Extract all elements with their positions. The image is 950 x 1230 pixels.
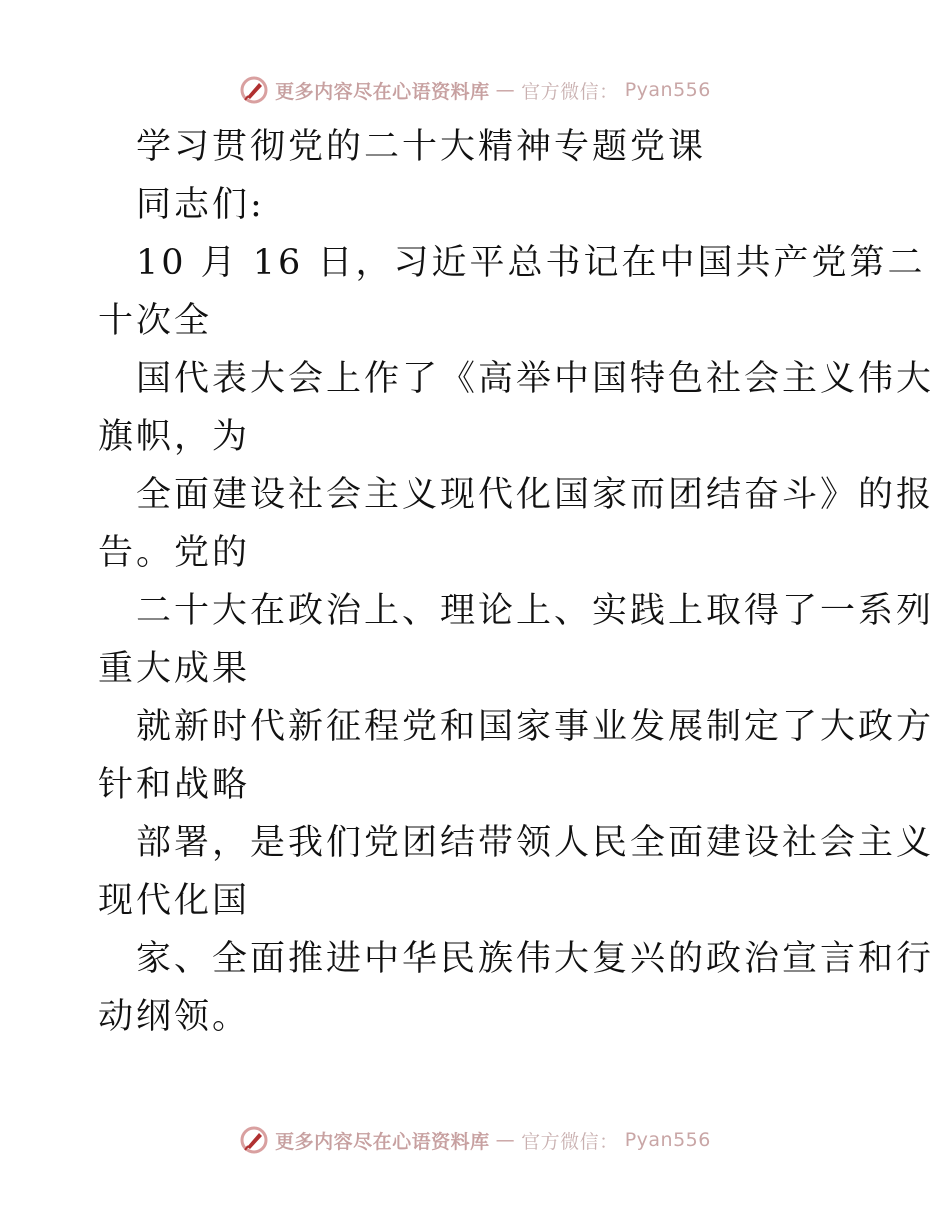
footer-watermark [0,1120,950,1160]
document-title: 学习贯彻党的二十大精神专题党课 [136,127,707,167]
paragraph-line: 重大成果 [98,649,251,689]
document-body [98,118,935,1046]
watermark-inner [239,75,711,105]
paragraph-line: 十次全 [98,301,213,341]
paragraph-line: 动纲领。 [98,997,251,1037]
watermark-wechat-label: 官方微信： [521,1130,619,1153]
watermark-inner [239,1125,711,1155]
paragraph-line: 国代表大会上作了《高举中国特色社会主义伟大 [136,359,935,399]
paragraph-line: 旗帜，为 [98,417,251,457]
paragraph-line: 现代化国 [98,881,251,921]
quill-logo-icon [239,1125,269,1155]
paragraph-line: 告。党的 [98,533,251,573]
paragraph-line: 针和战略 [98,765,251,805]
watermark-site-name: 更多内容尽在心语资料库 [275,1130,490,1153]
quill-logo-icon [239,75,269,105]
paragraph-line: 全面建设社会主义现代化国家而团结奋斗》的报 [136,475,935,515]
watermark-wechat-label: 官方微信： [521,80,619,103]
header-watermark [0,70,950,110]
watermark-site-name: 更多内容尽在心语资料库 [275,80,490,103]
paragraph-line: 就新时代新征程党和国家事业发展制定了大政方 [136,707,935,747]
paragraph-line: 部署，是我们党团结带领人民全面建设社会主义 [136,823,935,863]
paragraph-line: 家、全面推进中华民族伟大复兴的政治宣言和行 [136,939,935,979]
watermark-dash: — [495,1129,516,1151]
salutation: 同志们: [136,185,265,225]
watermark-wechat-id: Pyan556 [624,79,711,101]
watermark-wechat-id: Pyan556 [624,1129,711,1151]
paragraph-line: 二十大在政治上、理论上、实践上取得了一系列 [136,591,935,631]
paragraph-line: 10 月 16 日，习近平总书记在中国共产党第二 [136,243,926,283]
watermark-dash: — [495,79,516,101]
